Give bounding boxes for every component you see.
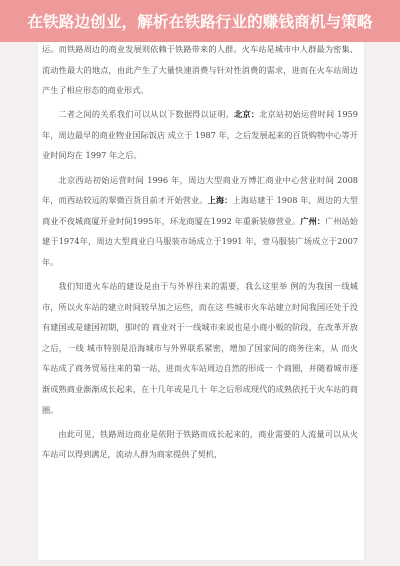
title-banner: [0, 0, 400, 42]
shanghai-station-data: 上海站建于 1908 年，周边的大型商业不夜城商厦开业时间1995年，环龙商厦在1992 年重新装修营业。: [42, 195, 358, 226]
paragraph-railway-commerce-intro: 运。而铁路周边的商业发展则依赖于铁路带来的人群。火车站是城市中人群最为密集、流动性最大的地点，由此产生了大量快速消费与针对性消费的需求，进而在火车站周边产生了相应形态的商业形式。: [42, 44, 358, 96]
guangzhou-station-data: 广州站始建于1974年，周边大型商业白马服装市场成立于1991 年，壹马服装广场成立于2007年。: [42, 215, 358, 267]
paragraph-conclusion: 由此可见，铁路周边商业是依附于铁路而成长起来的，商业需要的人流量可以从火车站可以得到满足，流动人群为商家提供了契机，: [42, 428, 358, 460]
beijing-west-station-data: 北京西站初始运营时间 1996 年，周边大型商业万博汇商业中心营业时间 2008年，而西站较远的翠微百货目前才开始营业。: [42, 174, 358, 206]
paragraph-lead: 二者之间的关系我们可以从以下数据得以证明。: [58, 109, 234, 120]
banner-title: 在铁路边创业，解析在铁路行业的赚钱商机与策略: [27, 13, 373, 31]
document-body: [42, 42, 358, 465]
city-label-guangzhou: 广州：: [300, 215, 326, 226]
city-label-beijing: 北京：: [234, 109, 260, 120]
city-label-shanghai: 上海：: [207, 195, 233, 206]
document-page[interactable]: [0, 42, 400, 566]
paragraph-city-stations: [42, 170, 358, 273]
paragraph-station-history: 我们知道火车站的建设是由于与外界往来的需要，我么这里举 例的为我国一线城市，所以火车站的建立时间较早加之运些，而在这 些城市火车站建立时间我国还处于没有建国或是建国初期，那时的 商业对于一线城市来说也是小商小贩的阶段，在改革开放之后，一线 城市特别是沿海城市与外界联系紧密，增加了国家间的商务往来，从 而火车站成了商务贸易往来的第一站，进而火车站周边自然的形成一 个商圈，并随着城市逐渐成熟商业渐渐成长起来，在十几年或是几十 年之后形成现代的成熟依托于火车站的商圈。: [42, 281, 358, 415]
paragraph-beijing-station: [42, 104, 358, 166]
beijing-station-data: 北京站初始运营时间 1959 年，周边最早的商业物业国际饭店 成立于 1987 年，之后发展起来的百货购物中心等开业时间均在 1997 年之后。: [42, 109, 358, 161]
